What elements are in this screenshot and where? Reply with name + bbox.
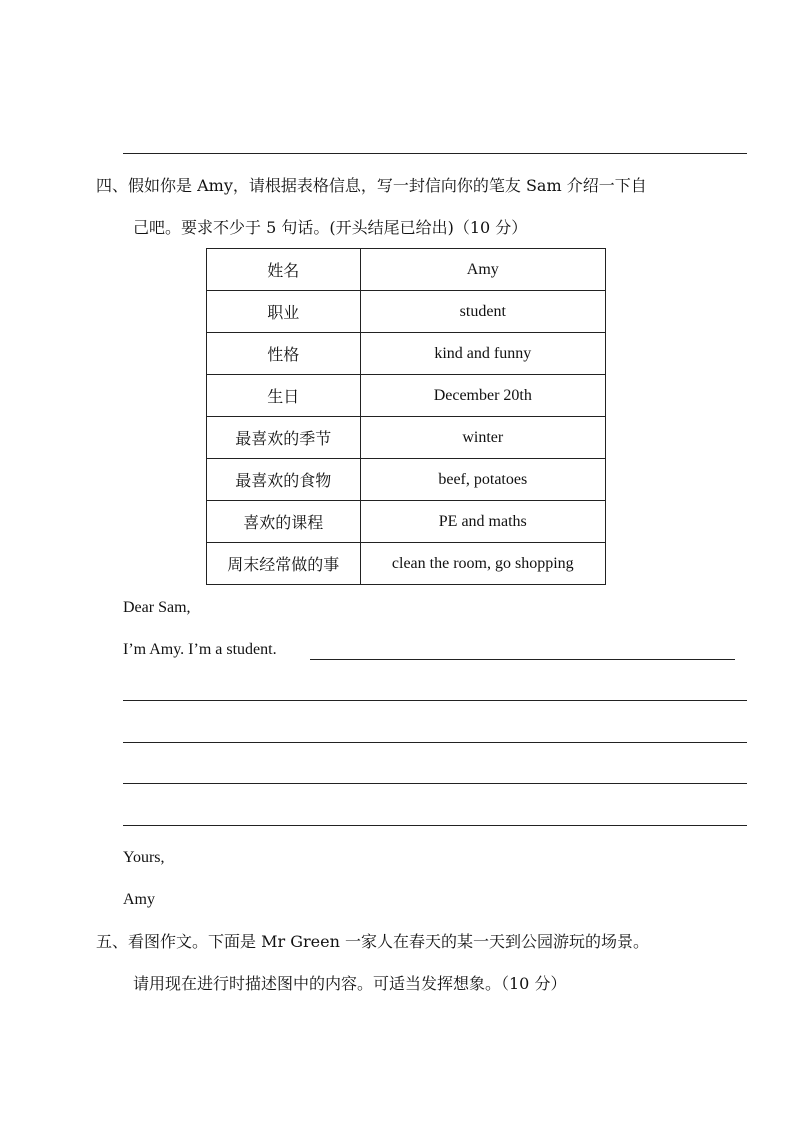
table-key: 生日 [207, 375, 361, 417]
table-value: December 20th [360, 375, 605, 417]
letter-greeting: Dear Sam, [123, 599, 191, 616]
table-key: 职业 [207, 291, 361, 333]
table-key: 最喜欢的季节 [207, 417, 361, 459]
section5-title-line1: 五、看图作文。下面是 Mr Green 一家人在春天的某一天到公园游玩的场景。 [96, 932, 649, 951]
table-value: clean the room, go shopping [360, 543, 605, 585]
letter-closing: Yours, [123, 849, 165, 866]
section4-title-line2: 己吧。要求不少于 5 句话。(开头结尾已给出)（10 分） [133, 218, 528, 237]
table-value: winter [360, 417, 605, 459]
answer-line-1[interactable] [123, 700, 747, 701]
table-row [207, 501, 606, 543]
table-value: PE and maths [360, 501, 605, 543]
table-value: Amy [360, 249, 605, 291]
table-row [207, 291, 606, 333]
table-value: beef, potatoes [360, 459, 605, 501]
table-key: 最喜欢的食物 [207, 459, 361, 501]
answer-line-4[interactable] [123, 825, 747, 826]
table-value: student [360, 291, 605, 333]
table-row [207, 249, 606, 291]
table-row [207, 543, 606, 585]
answer-line-3[interactable] [123, 783, 747, 784]
letter-opening: I’m Amy. I’m a student. [123, 641, 277, 658]
answer-line-inline[interactable] [310, 659, 735, 660]
answer-line-top[interactable] [123, 153, 747, 154]
table-row [207, 459, 606, 501]
section4-title-line1: 四、假如你是 Amy，请根据表格信息，写一封信向你的笔友 Sam 介绍一下自 [96, 176, 647, 195]
table-row [207, 375, 606, 417]
letter-signature: Amy [123, 891, 155, 908]
table-key: 周末经常做的事 [207, 543, 361, 585]
table-key: 姓名 [207, 249, 361, 291]
section5-title-line2: 请用现在进行时描述图中的内容。可适当发挥想象。（10 分） [133, 974, 567, 993]
table-key: 性格 [207, 333, 361, 375]
table-value: kind and funny [360, 333, 605, 375]
table-row [207, 417, 606, 459]
info-table [206, 248, 606, 585]
answer-line-2[interactable] [123, 742, 747, 743]
table-key: 喜欢的课程 [207, 501, 361, 543]
table-row [207, 333, 606, 375]
